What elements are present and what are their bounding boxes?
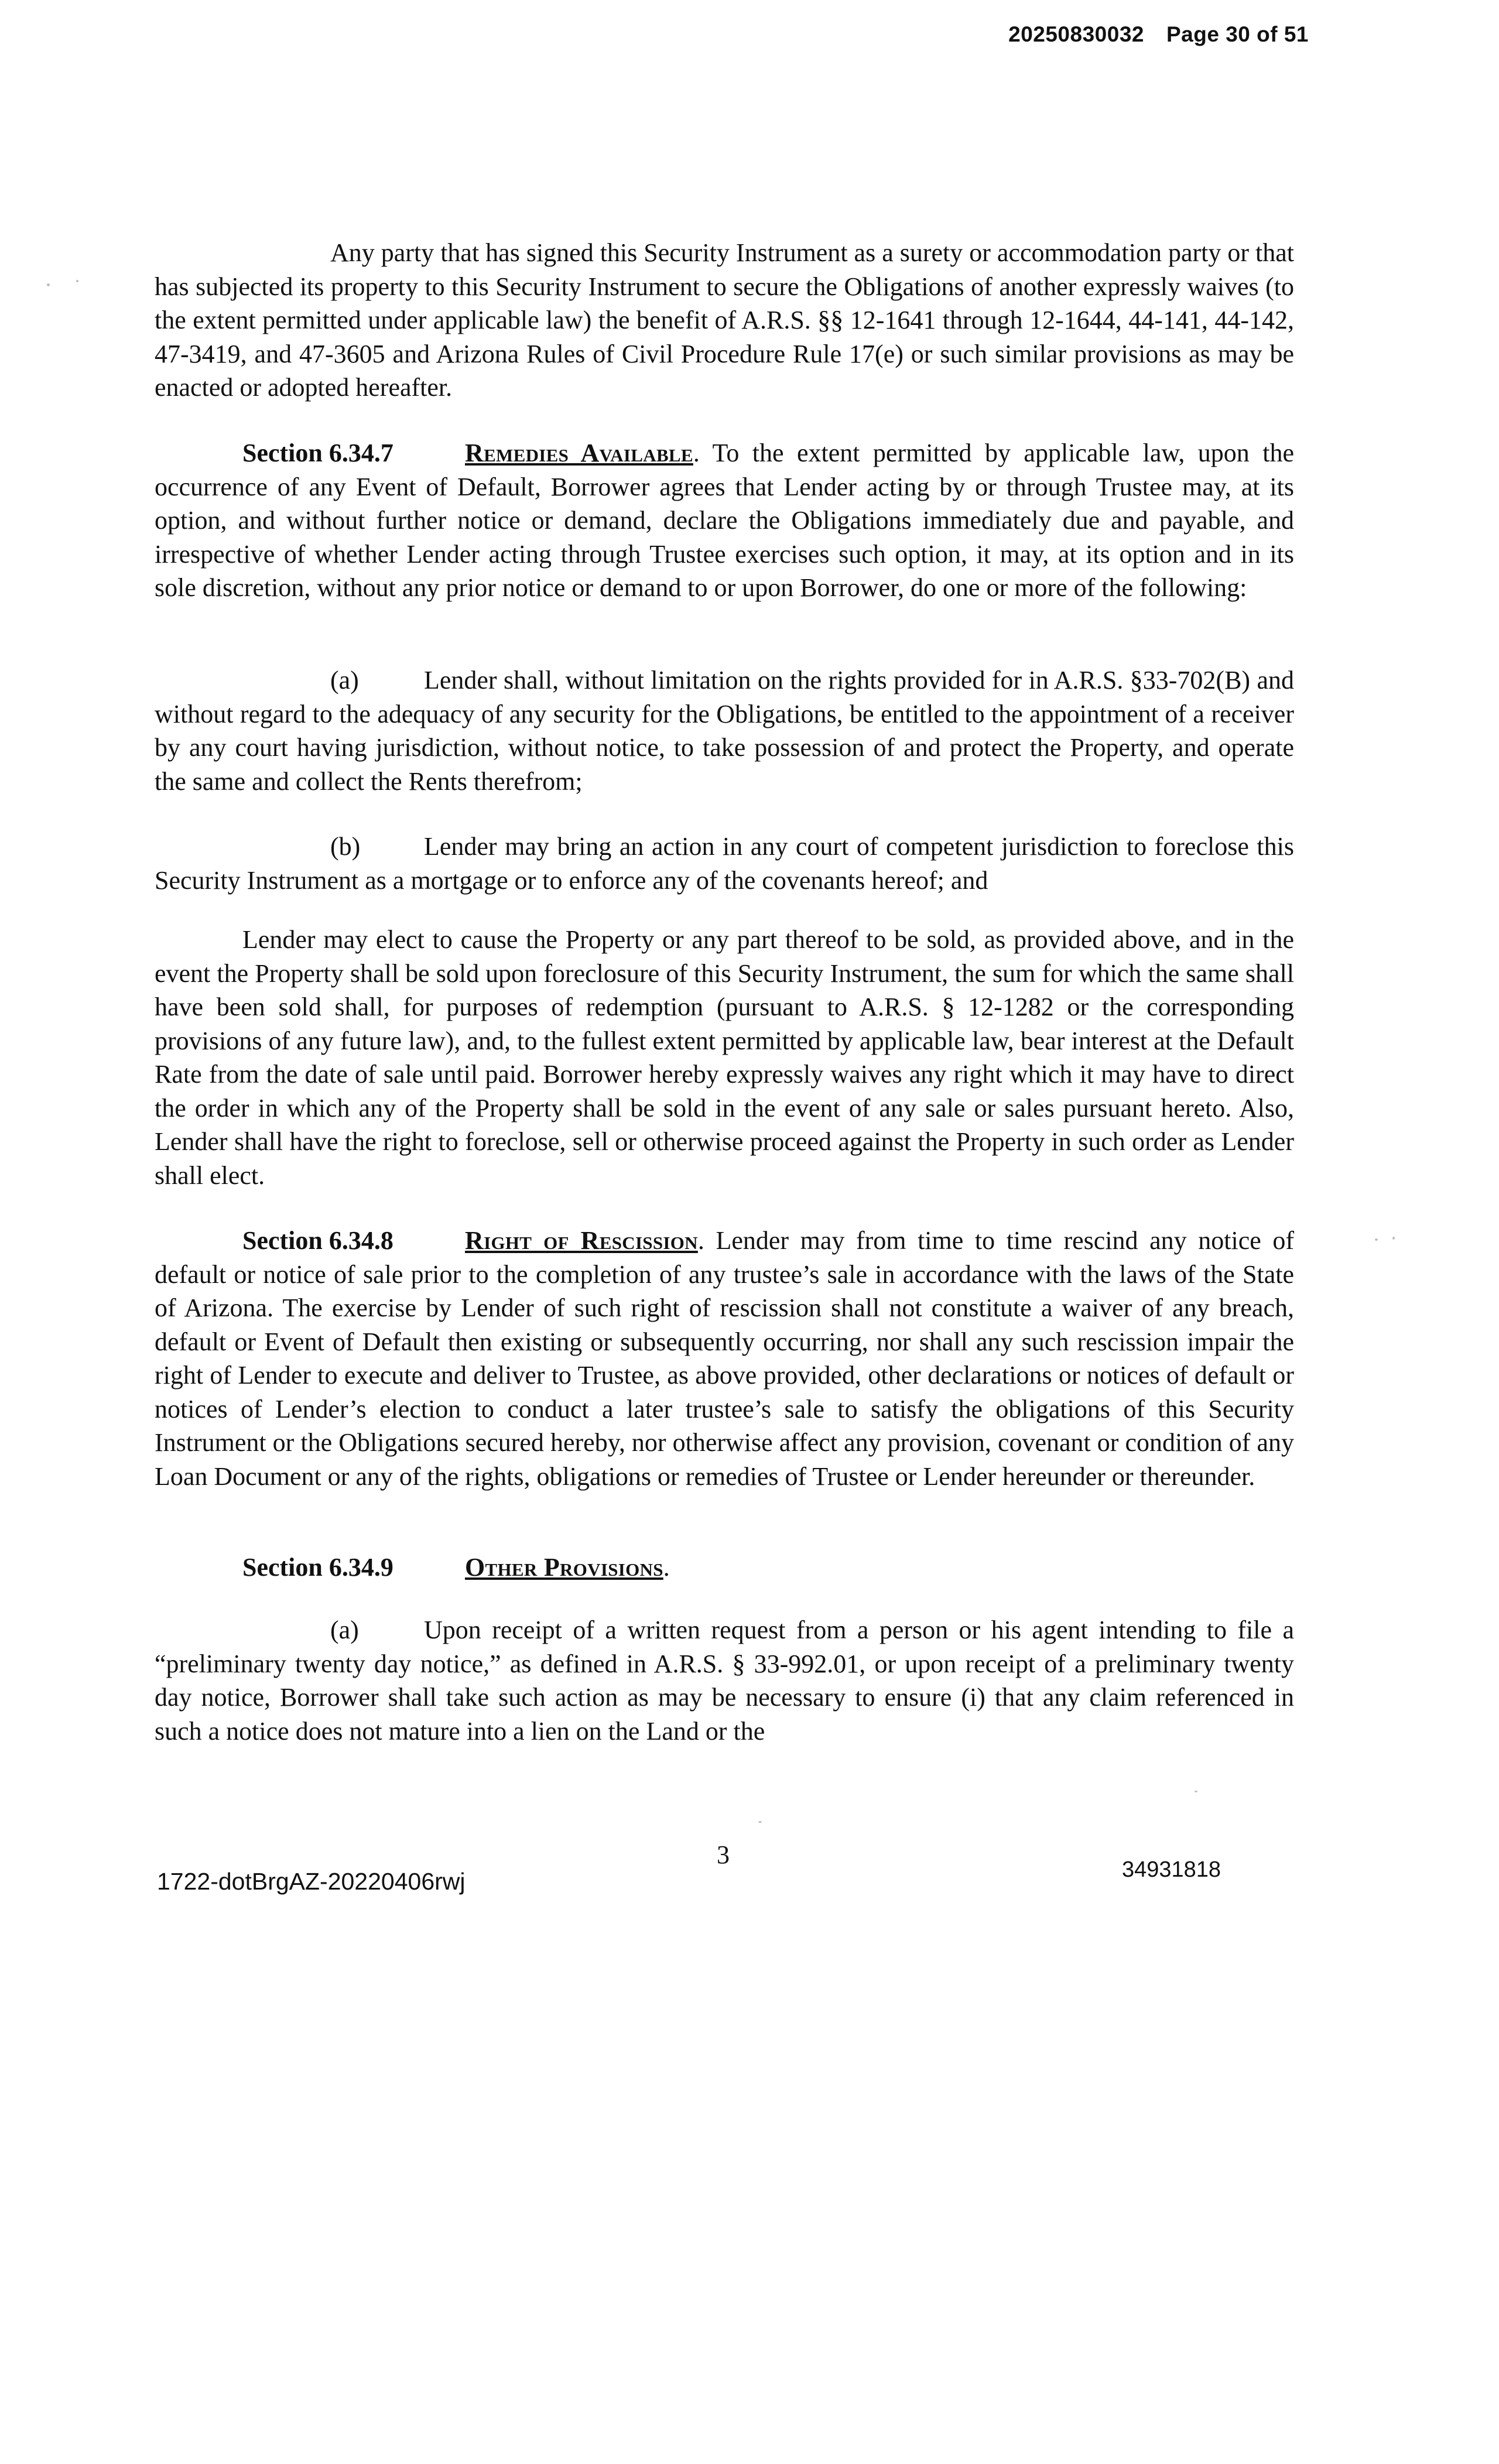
section-6-34-7 <box>155 436 1294 605</box>
section-text: . Lender may from time to time rescind any notice of default or notice of sale prior to the completion of any trustee’s sale in accordance with the laws of the State of Arizona. The exercise by Lender of such right of rescission shall not constitute a waiver of any breach, default or Event of Default then existing or subsequently occurring, nor shall any such rescission impair the right of Lender to execute and deliver to Trustee, as above provided, other declarations or notices of default or notices of Lender’s election to conduct a later trustee’s sale to satisfy the obligations of this Security Instrument or the Obligations secured hereby, nor otherwise affect any provision, covenant or condition of any Loan Document or any of the rights, obligations or remedies of Trustee or Lender hereunder or thereunder. <box>155 1226 1294 1491</box>
subsection-7a <box>155 663 1294 798</box>
section-title: Other Provisions <box>465 1553 663 1582</box>
subsection-7b <box>155 830 1294 897</box>
subsection-label: (a) <box>330 666 359 694</box>
scan-speck <box>76 280 78 282</box>
paragraph-text: Any party that has signed this Security Instrument as a surety or accommodation party or that has subjected its property to this Security Instrument to secure the Obligations of another expressly waives (to the extent permitted under applicable law) the benefit of A.R.S. §§ 12-1641 through 12-1644, 44-141, 44-142, 47-3419, and 47-3605 and Arizona Rules of Civil Procedure Rule 17(e) or such similar provisions as may be enacted or adopted hereafter. <box>155 238 1294 402</box>
paragraph-surety-waiver <box>155 236 1294 405</box>
scan-speck <box>1392 1237 1395 1240</box>
subsection-label: (b) <box>330 832 361 861</box>
paragraph-lender-sale <box>155 923 1294 1192</box>
form-code: 1722-dotBrgAZ-20220406rwj <box>157 1868 466 1895</box>
page-label: Page 30 of 51 <box>1166 22 1309 46</box>
subsection-text: Upon receipt of a written request from a person or his agent intending to file a “preliminary twenty day notice,” as defined in A.R.S. § 33-992.01, or upon receipt of a preliminary twenty day notice, Borrower shall take such action as may be necessary to ensure (i) that any claim referenced in such a notice does not mature into a lien on the Land or the <box>155 1616 1294 1746</box>
recording-number: 20250830032 <box>1008 22 1144 46</box>
section-number: Section 6.34.8 <box>242 1226 393 1255</box>
scan-speck <box>1375 1238 1378 1241</box>
document-number: 34931818 <box>1122 1857 1221 1882</box>
scan-speck <box>758 1821 762 1823</box>
scan-speck <box>47 283 50 286</box>
section-text: . <box>663 1553 670 1582</box>
paragraph-text: Lender may elect to cause the Property or any part thereof to be sold, as provided above, and in the event the Property shall be sold upon foreclosure of this Security Instrument, the sum for which the same shall have been sold shall, for purposes of redemption (pursuant to A.R.S. § 12-1282 or the corresponding provisions of any future law), and, to the fullest extent permitted by applicable law, bear interest at the Default Rate from the date of sale until paid. Borrower hereby expressly waives any right which it may have to direct the order in which any of the Property shall be sold in the event of any sale or sales pursuant hereto. Also, Lender shall have the right to foreclose, sell or otherwise proceed against the Property in such order as Lender shall elect. <box>155 925 1294 1190</box>
subsection-9a <box>155 1613 1294 1748</box>
subsection-text: Lender shall, without limitation on the rights provided for in A.R.S. §33-702(B) and without regard to the adequacy of any security for the Obligations, be entitled to the appointment of a receiver by any court having jurisdiction, without notice, to take possession of and protect the Property, and operate the same and collect the Rents therefrom; <box>155 666 1294 796</box>
section-number: Section 6.34.9 <box>242 1553 393 1582</box>
scan-speck <box>1195 1791 1197 1792</box>
recording-stamp <box>1008 22 1309 47</box>
section-title: Remedies Available <box>465 439 693 467</box>
subsection-text: Lender may bring an action in any court of competent jurisdiction to foreclose this Security Instrument as a mortgage or to enforce any of the covenants hereof; and <box>155 832 1294 895</box>
section-number: Section 6.34.7 <box>242 439 393 467</box>
subsection-label: (a) <box>330 1616 359 1644</box>
section-text: . To the extent permitted by applicable law, upon the occurrence of any Event of Default, Borrower agrees that Lender acting by or through Trustee may, at its option, and without further notice or demand, declare the Obligations immediately due and payable, and irrespective of whether Lender acting through Trustee exercises such option, it may, at its option and in its sole discretion, without any prior notice or demand to or upon Borrower, do one or more of the following: <box>155 439 1294 602</box>
page-number: 3 <box>717 1840 730 1869</box>
section-6-34-9 <box>155 1551 1294 1585</box>
section-title: Right of Rescission <box>465 1226 698 1255</box>
section-6-34-8 <box>155 1224 1294 1493</box>
